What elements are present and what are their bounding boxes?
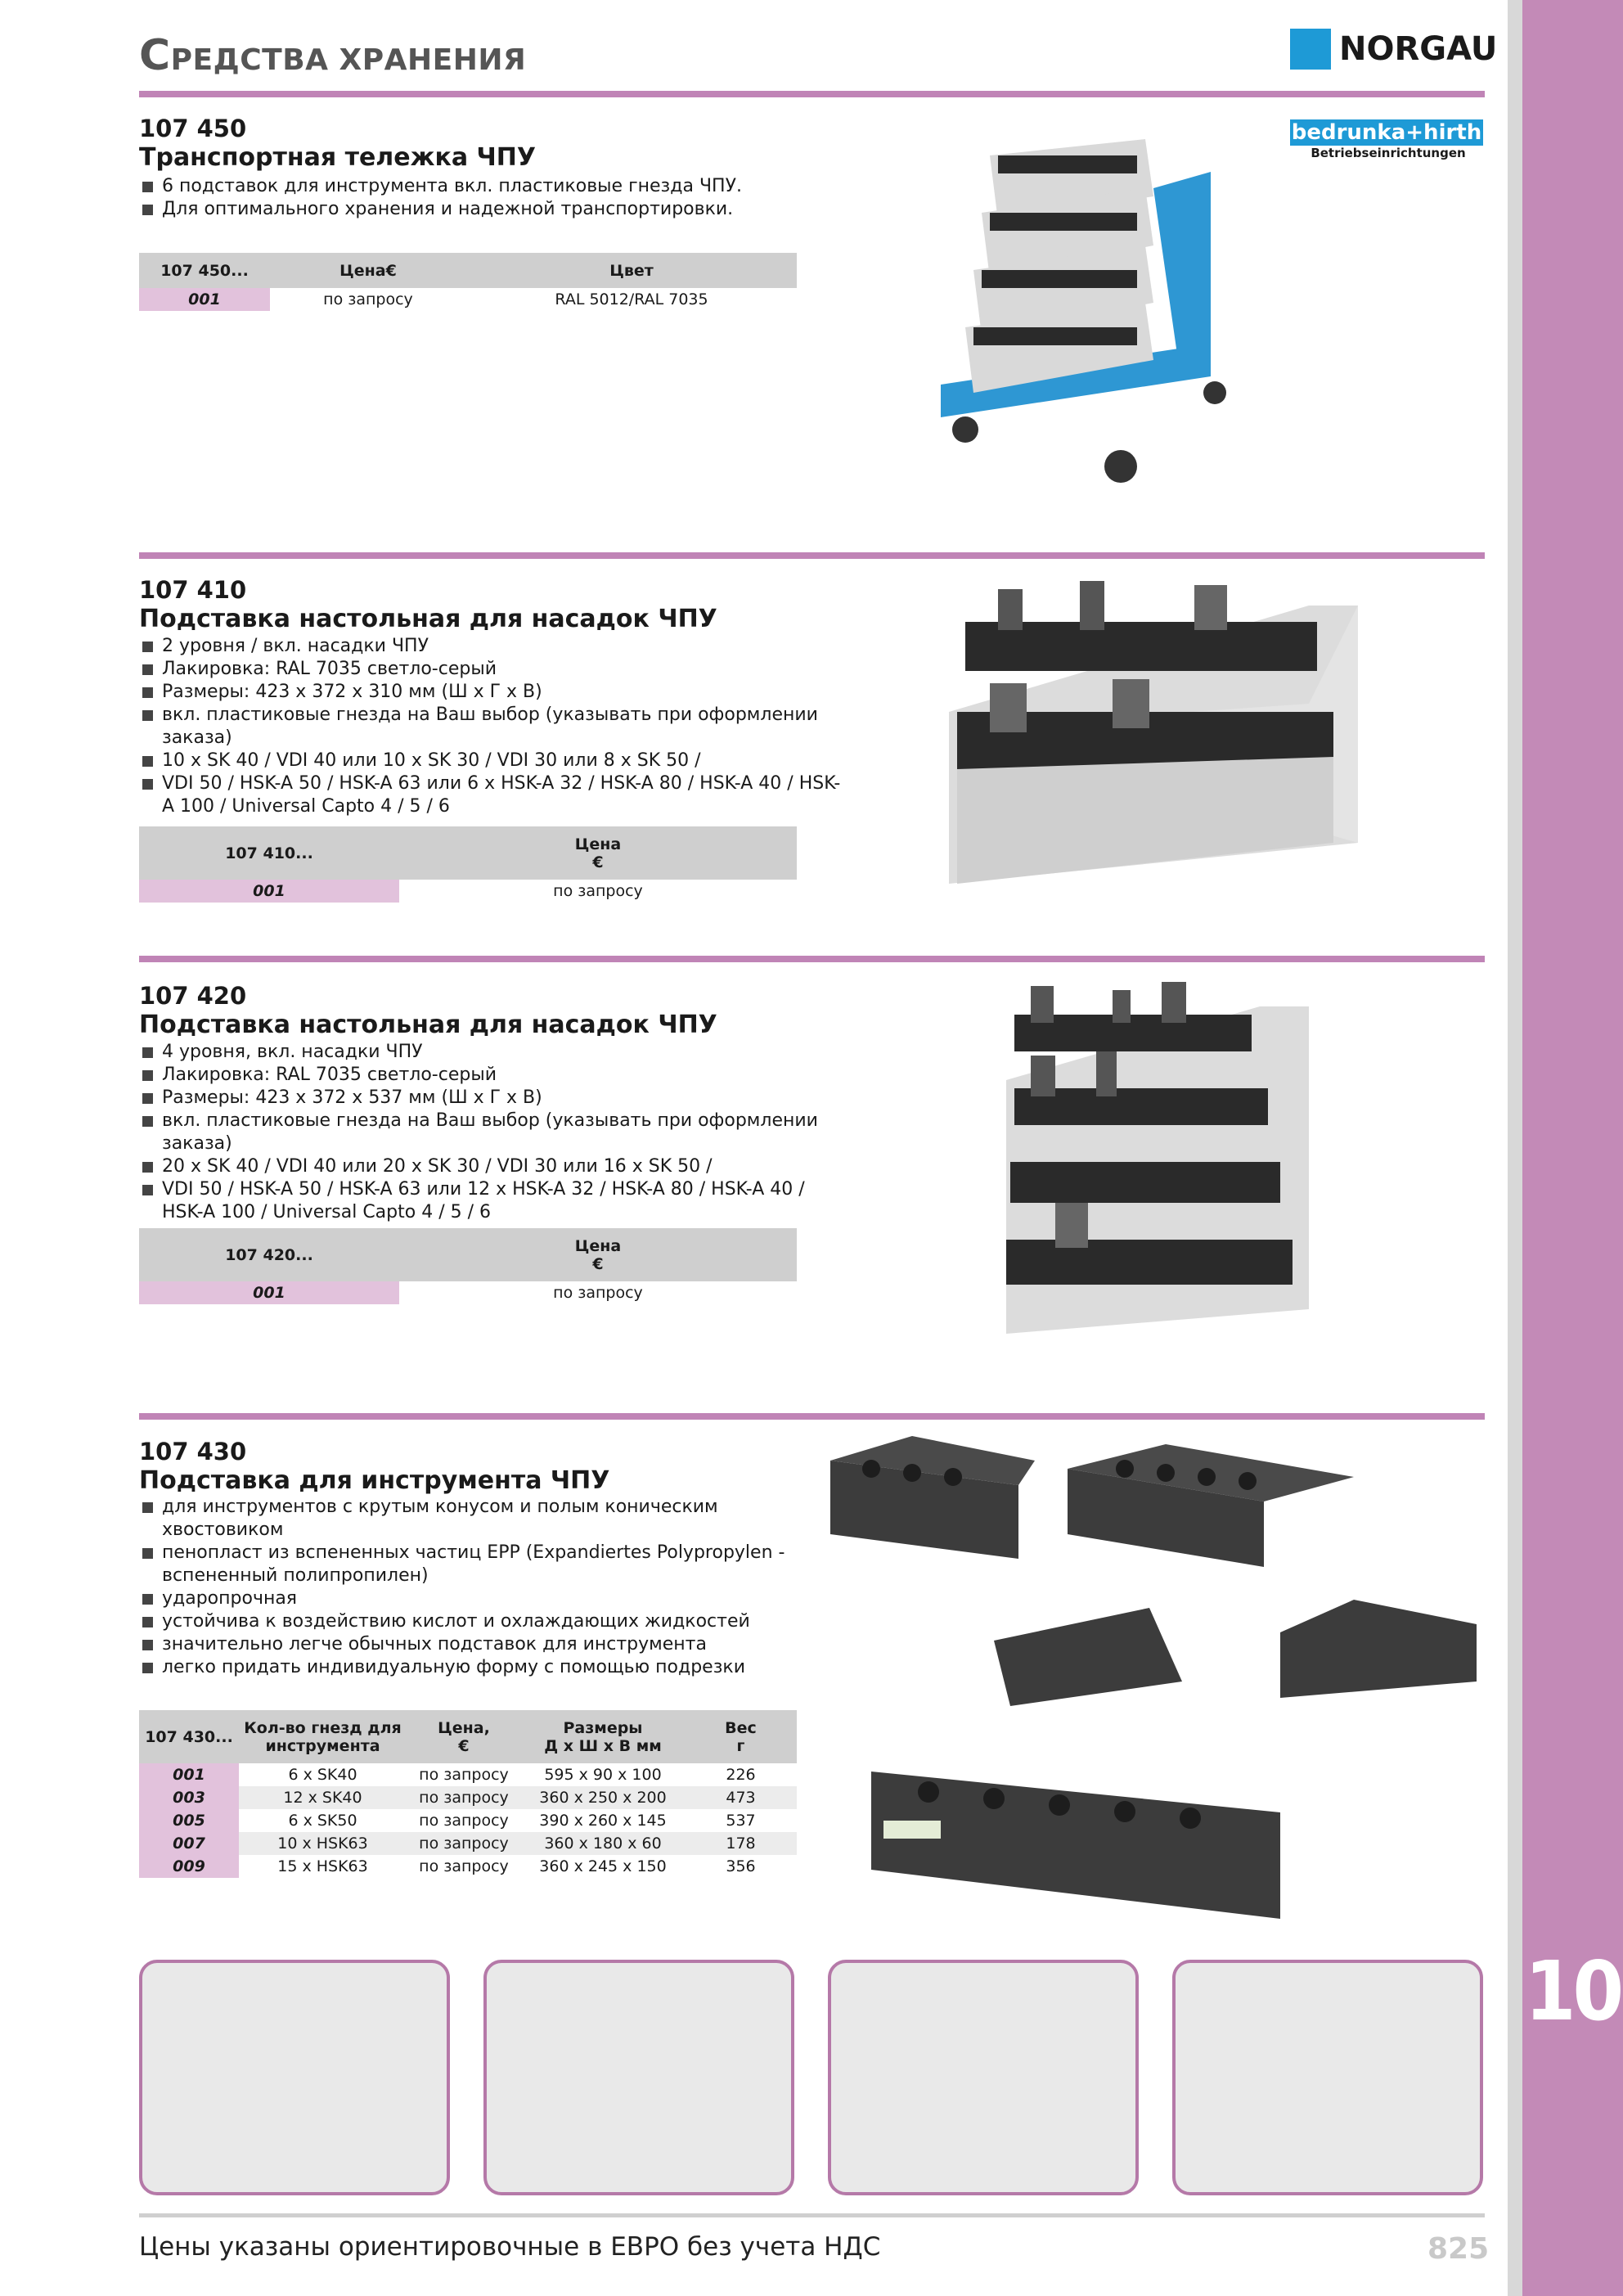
price-table bbox=[139, 826, 797, 903]
table-header: Цена, € bbox=[407, 1710, 521, 1763]
chapter-number: 10 bbox=[1524, 1943, 1621, 2039]
table-row: 001 по запросу RAL 5012/RAL 7035 bbox=[139, 288, 797, 311]
product-name: Подставка для инструмента ЧПУ bbox=[139, 1466, 610, 1495]
table-header: Цена € bbox=[399, 826, 797, 880]
feature-list bbox=[141, 175, 877, 221]
table-row: 007 10 x HSK63 по запросу 360 x 180 x 60 178 bbox=[139, 1832, 797, 1855]
thumbnail-storage-cart bbox=[483, 1960, 794, 2195]
section-divider bbox=[139, 956, 1485, 962]
list-item: Лакировка: RAL 7035 светло-серый bbox=[141, 658, 844, 681]
thumbnail-caster-wheel bbox=[828, 1960, 1139, 2195]
list-item: вкл. пластиковые гнезда на Ваш выбор (указывать при оформлении заказа) bbox=[141, 704, 844, 750]
price-table bbox=[139, 1228, 797, 1304]
side-rail-grey bbox=[1508, 0, 1522, 2296]
table-row: 001 по запросу bbox=[139, 880, 797, 903]
svg-text:Betriebseinrichtungen: Betriebseinrichtungen bbox=[1311, 146, 1466, 160]
list-item: VDI 50 / HSK-A 50 / HSK-A 63 или 6 x HSK-A 32 / HSK-A 80 / HSK-A 40 / HSK-A 100 / Universal Capto 4 / 5 / 6 bbox=[141, 772, 844, 818]
product-code: 107 410 bbox=[139, 576, 247, 604]
list-item: VDI 50 / HSK-A 50 / HSK-A 63 или 12 x HSK-A 32 / HSK-A 80 / HSK-A 40 / HSK-A 100 / Universal Capto 4 / 5 / 6 bbox=[141, 1178, 844, 1224]
price-table bbox=[139, 253, 797, 311]
table-header: Цена € bbox=[399, 1228, 797, 1281]
list-item: 10 x SK 40 / VDI 40 или 10 x SK 30 / VDI 30 или 8 x SK 50 / bbox=[141, 750, 844, 772]
feature-list bbox=[141, 635, 844, 818]
norgau-logo-icon bbox=[1290, 29, 1331, 70]
list-item: 20 x SK 40 / VDI 40 или 20 x SK 30 / VDI 30 или 16 x SK 50 / bbox=[141, 1155, 844, 1178]
list-item: Лакировка: RAL 7035 светло-серый bbox=[141, 1064, 844, 1087]
specs-table bbox=[139, 1710, 797, 1878]
list-item: ударопрочная bbox=[141, 1587, 795, 1610]
list-item: легко придать индивидуальную форму с помощью подрезки bbox=[141, 1656, 795, 1679]
table-header: 107 450... bbox=[139, 253, 270, 288]
svg-text:bedrunka+hirth: bedrunka+hirth bbox=[1291, 120, 1482, 145]
list-item: устойчива к воздействию кислот и охлаждающих жидкостей bbox=[141, 1610, 795, 1633]
tool-stand-2-level-image bbox=[949, 573, 1374, 908]
foam-tool-stands-image bbox=[822, 1436, 1485, 1919]
list-item: 4 уровня, вкл. насадки ЧПУ bbox=[141, 1041, 844, 1064]
list-item: вкл. пластиковые гнезда на Ваш выбор (указывать при оформлении заказа) bbox=[141, 1110, 844, 1155]
section-divider bbox=[139, 91, 1485, 97]
page-title: СРЕДСТВА ХРАНЕНИЯ bbox=[139, 31, 527, 80]
product-name: Подставка настольная для насадок ЧПУ bbox=[139, 605, 717, 633]
bedrunka-hirth-logo bbox=[1290, 119, 1486, 160]
table-header: Цвет bbox=[466, 253, 797, 288]
feature-list bbox=[141, 1496, 795, 1679]
product-code: 107 420 bbox=[139, 982, 247, 1010]
thumbnail-tool-handling bbox=[139, 1960, 450, 2195]
table-header: 107 430... bbox=[139, 1710, 239, 1763]
page-number: 825 bbox=[1427, 2232, 1490, 2266]
product-code: 107 430 bbox=[139, 1438, 247, 1465]
list-item: Для оптимального хранения и надежной транспортировки. bbox=[141, 198, 877, 221]
cnc-transport-cart-image bbox=[933, 123, 1284, 491]
footer-divider bbox=[139, 2213, 1485, 2217]
brand-name: NORGAU bbox=[1339, 30, 1498, 68]
table-row: 003 12 x SK40 по запросу 360 x 250 x 200 473 bbox=[139, 1786, 797, 1809]
price-note: Цены указаны ориентировочные в ЕВРО без учета НДС bbox=[139, 2232, 881, 2262]
list-item: Размеры: 423 x 372 x 310 мм (Ш x Г x В) bbox=[141, 681, 844, 704]
table-row: 005 6 x SK50 по запросу 390 x 260 x 145 537 bbox=[139, 1809, 797, 1832]
table-row: 009 15 x HSK63 по запросу 360 x 245 x 150 356 bbox=[139, 1855, 797, 1878]
table-header: 107 420... bbox=[139, 1228, 399, 1281]
section-divider bbox=[139, 1413, 1485, 1420]
product-name: Транспортная тележка ЧПУ bbox=[139, 143, 537, 172]
list-item: 2 уровня / вкл. насадки ЧПУ bbox=[141, 635, 844, 658]
feature-list bbox=[141, 1041, 844, 1224]
thumbnail-pallet-jack bbox=[1172, 1960, 1483, 2195]
table-header: Кол-во гнезд для инструмента bbox=[239, 1710, 407, 1763]
list-item: для инструментов с крутым конусом и полым коническим хвостовиком bbox=[141, 1496, 795, 1542]
section-divider bbox=[139, 552, 1485, 559]
list-item: Размеры: 423 x 372 x 537 мм (Ш x Г x В) bbox=[141, 1087, 844, 1110]
table-header: Вес г bbox=[685, 1710, 797, 1763]
table-header: Цена€ bbox=[270, 253, 466, 288]
table-header: 107 410... bbox=[139, 826, 399, 880]
list-item: 6 подставок для инструмента вкл. пластиковые гнезда ЧПУ. bbox=[141, 175, 877, 198]
product-name: Подставка настольная для насадок ЧПУ bbox=[139, 1011, 717, 1039]
list-item: значительно легче обычных подставок для инструмента bbox=[141, 1633, 795, 1656]
table-row: 001 6 x SK40 по запросу 595 x 90 x 100 226 bbox=[139, 1763, 797, 1786]
table-row: 001 по запросу bbox=[139, 1281, 797, 1304]
product-code: 107 450 bbox=[139, 115, 247, 142]
table-header: Размеры Д x Ш x В мм bbox=[521, 1710, 685, 1763]
list-item: пенопласт из вспененных частиц EPP (Expandiertes Polypropylen - вспененный полипропилен) bbox=[141, 1542, 795, 1587]
tool-stand-4-level-image bbox=[998, 982, 1325, 1350]
